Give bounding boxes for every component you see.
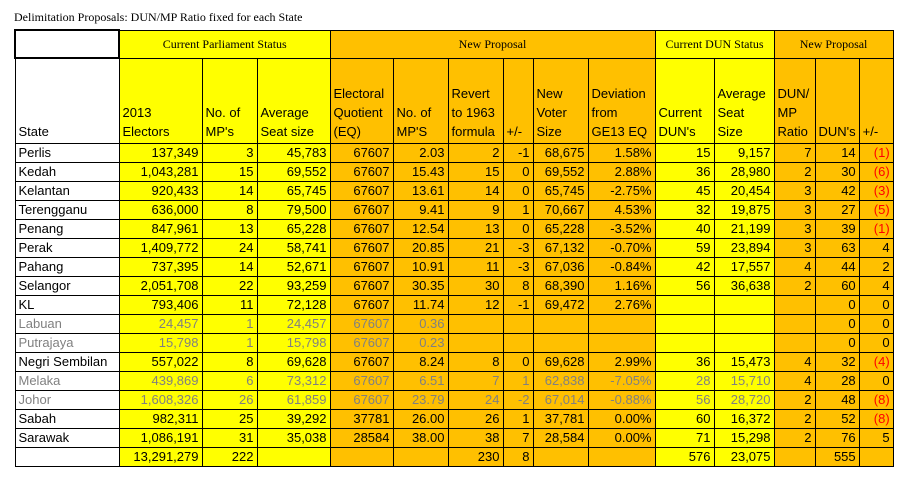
table-cell[interactable]: 32 <box>815 353 859 372</box>
table-cell[interactable]: 42 <box>655 258 714 277</box>
table-cell[interactable]: 67607 <box>330 220 393 239</box>
column-header: Current DUN's <box>655 58 714 144</box>
table-cell[interactable]: 8 <box>202 201 257 220</box>
column-header: Revert to 1963 formula <box>448 58 503 144</box>
state-name-cell[interactable]: Selangor <box>15 277 119 296</box>
table-cell[interactable]: 21,199 <box>714 220 774 239</box>
table-cell[interactable]: -2.75% <box>588 182 655 201</box>
table-cell[interactable] <box>714 296 774 315</box>
state-name-cell[interactable]: Kelantan <box>15 182 119 201</box>
table-cell[interactable]: -3 <box>503 258 533 277</box>
table-cell[interactable]: 28 <box>815 372 859 391</box>
table-cell[interactable]: 0.00% <box>588 429 655 448</box>
table-cell[interactable]: 37,781 <box>533 410 588 429</box>
table-cell[interactable]: 79,500 <box>257 201 330 220</box>
total-cell[interactable]: 555 <box>815 448 859 467</box>
table-cell[interactable]: 63 <box>815 239 859 258</box>
table-row <box>15 163 893 182</box>
table-cell[interactable]: 2 <box>859 258 893 277</box>
table-cell[interactable]: 1,409,772 <box>119 239 202 258</box>
table-cell[interactable]: 20,454 <box>714 182 774 201</box>
table-cell[interactable]: 67,014 <box>533 391 588 410</box>
state-name-cell[interactable]: Labuan <box>15 315 119 334</box>
table-cell[interactable]: 0 <box>503 182 533 201</box>
table-cell[interactable]: 26 <box>202 391 257 410</box>
table-cell[interactable]: 14 <box>202 258 257 277</box>
table-cell[interactable]: 2 <box>774 410 815 429</box>
table-cell[interactable]: 4.53% <box>588 201 655 220</box>
table-row <box>15 144 893 163</box>
table-cell[interactable]: 3 <box>202 144 257 163</box>
table-cell[interactable]: (8) <box>859 410 893 429</box>
column-header: DUN's <box>815 58 859 144</box>
total-cell[interactable] <box>15 448 119 467</box>
table-cell[interactable]: 28,584 <box>533 429 588 448</box>
table-cell[interactable]: 56 <box>655 391 714 410</box>
current-parliament-header: Current Parliament Status <box>119 30 330 58</box>
table-cell[interactable]: 28,720 <box>714 391 774 410</box>
new-proposal-dun-header: New Proposal <box>774 30 893 58</box>
table-cell[interactable]: 67607 <box>330 315 393 334</box>
table-cell[interactable]: 2,051,708 <box>119 277 202 296</box>
table-cell[interactable]: 60 <box>655 410 714 429</box>
table-cell[interactable]: 1.58% <box>588 144 655 163</box>
total-cell[interactable]: 13,291,279 <box>119 448 202 467</box>
total-cell[interactable] <box>330 448 393 467</box>
table-cell[interactable]: (6) <box>859 163 893 182</box>
table-cell[interactable]: 67607 <box>330 258 393 277</box>
column-header: State <box>15 58 119 144</box>
table-cell[interactable]: 137,349 <box>119 144 202 163</box>
table-cell[interactable]: 71 <box>655 429 714 448</box>
table-cell[interactable]: 67607 <box>330 353 393 372</box>
table-cell[interactable]: 14 <box>202 182 257 201</box>
table-cell[interactable]: 0 <box>815 296 859 315</box>
table-cell[interactable]: 62,838 <box>533 372 588 391</box>
table-cell[interactable]: 557,022 <box>119 353 202 372</box>
table-cell[interactable]: 24 <box>202 239 257 258</box>
table-cell[interactable]: (1) <box>859 220 893 239</box>
column-header: Average Seat Size <box>714 58 774 144</box>
column-header: +/- <box>859 58 893 144</box>
table-cell[interactable]: 42 <box>815 182 859 201</box>
state-name-cell[interactable]: Kedah <box>15 163 119 182</box>
table-cell[interactable]: 28584 <box>330 429 393 448</box>
table-cell[interactable]: -0.70% <box>588 239 655 258</box>
table-cell[interactable]: 67607 <box>330 163 393 182</box>
table-cell[interactable]: 59 <box>655 239 714 258</box>
table-row <box>15 296 893 315</box>
table-cell[interactable]: 2 <box>774 429 815 448</box>
table-cell[interactable]: 67607 <box>330 201 393 220</box>
column-header: No. of MP's <box>202 58 257 144</box>
table-cell[interactable]: 16,372 <box>714 410 774 429</box>
table-cell[interactable]: 70,667 <box>533 201 588 220</box>
table-cell[interactable]: 23.79 <box>393 391 448 410</box>
column-header-row <box>15 58 893 144</box>
table-cell[interactable]: -1 <box>503 296 533 315</box>
table-cell[interactable]: 4 <box>859 277 893 296</box>
table-cell[interactable]: -3.52% <box>588 220 655 239</box>
table-cell[interactable]: 9 <box>448 201 503 220</box>
table-row <box>15 391 893 410</box>
table-cell[interactable]: -0.88% <box>588 391 655 410</box>
table-cell[interactable]: 2.76% <box>588 296 655 315</box>
table-cell[interactable]: 48 <box>815 391 859 410</box>
table-cell[interactable]: 13 <box>202 220 257 239</box>
table-cell[interactable]: 439,869 <box>119 372 202 391</box>
table-cell[interactable]: 4 <box>774 353 815 372</box>
table-cell[interactable]: 11.74 <box>393 296 448 315</box>
table-cell[interactable]: 69,472 <box>533 296 588 315</box>
table-cell[interactable]: 67,036 <box>533 258 588 277</box>
total-cell[interactable] <box>393 448 448 467</box>
table-cell[interactable]: 37781 <box>330 410 393 429</box>
table-cell[interactable]: (1) <box>859 144 893 163</box>
table-cell[interactable]: 30 <box>448 277 503 296</box>
table-cell[interactable]: 6 <box>202 372 257 391</box>
table-cell[interactable]: 847,961 <box>119 220 202 239</box>
table-cell[interactable]: 1.16% <box>588 277 655 296</box>
table-cell[interactable]: 15 <box>448 163 503 182</box>
table-cell[interactable] <box>714 334 774 353</box>
state-name-cell[interactable]: Melaka <box>15 372 119 391</box>
state-name-cell[interactable]: Sabah <box>15 410 119 429</box>
table-cell[interactable]: 38.00 <box>393 429 448 448</box>
table-cell[interactable]: 67607 <box>330 334 393 353</box>
state-name-cell[interactable]: Perak <box>15 239 119 258</box>
state-name-cell[interactable]: Penang <box>15 220 119 239</box>
table-cell[interactable]: (3) <box>859 182 893 201</box>
group-header-row <box>15 30 893 58</box>
table-cell[interactable]: 0 <box>815 334 859 353</box>
table-cell[interactable]: 26 <box>448 410 503 429</box>
table-cell[interactable]: 15,473 <box>714 353 774 372</box>
table-cell[interactable]: 7 <box>448 372 503 391</box>
table-row <box>15 201 893 220</box>
table-cell[interactable]: 5 <box>859 429 893 448</box>
table-cell[interactable]: 36,638 <box>714 277 774 296</box>
table-cell[interactable]: 4 <box>774 258 815 277</box>
table-cell[interactable]: 3 <box>774 239 815 258</box>
table-cell[interactable]: 69,552 <box>257 163 330 182</box>
table-cell[interactable]: 24,457 <box>119 315 202 334</box>
table-cell[interactable] <box>774 315 815 334</box>
table-cell[interactable]: 8.24 <box>393 353 448 372</box>
state-name-cell[interactable]: Pahang <box>15 258 119 277</box>
table-cell[interactable]: 69,628 <box>257 353 330 372</box>
table-cell[interactable]: 10.91 <box>393 258 448 277</box>
total-cell[interactable] <box>774 448 815 467</box>
total-cell[interactable]: 23,075 <box>714 448 774 467</box>
table-cell[interactable] <box>448 315 503 334</box>
table-cell[interactable]: 76 <box>815 429 859 448</box>
table-row <box>15 220 893 239</box>
table-cell[interactable]: 52 <box>815 410 859 429</box>
table-cell[interactable]: (4) <box>859 353 893 372</box>
table-cell[interactable]: 15,710 <box>714 372 774 391</box>
table-cell[interactable]: 17,557 <box>714 258 774 277</box>
table-cell[interactable]: 15 <box>655 144 714 163</box>
table-cell[interactable]: 60 <box>815 277 859 296</box>
table-cell[interactable]: 0 <box>859 334 893 353</box>
table-cell[interactable]: 65,228 <box>257 220 330 239</box>
table-cell[interactable] <box>655 334 714 353</box>
table-cell[interactable]: 52,671 <box>257 258 330 277</box>
column-header: DUN/ MP Ratio <box>774 58 815 144</box>
table-row <box>15 315 893 334</box>
table-cell[interactable]: -2 <box>503 391 533 410</box>
table-cell[interactable] <box>655 296 714 315</box>
table-cell[interactable]: 1 <box>202 334 257 353</box>
column-header: No. of MP'S <box>393 58 448 144</box>
table-cell[interactable] <box>655 315 714 334</box>
table-row <box>15 334 893 353</box>
table-cell[interactable]: 1,608,326 <box>119 391 202 410</box>
table-cell[interactable]: 65,228 <box>533 220 588 239</box>
table-cell[interactable]: 4 <box>774 372 815 391</box>
table-cell[interactable]: 58,741 <box>257 239 330 258</box>
table-cell[interactable]: 39,292 <box>257 410 330 429</box>
table-cell[interactable] <box>774 296 815 315</box>
table-cell[interactable]: 2.03 <box>393 144 448 163</box>
table-cell[interactable] <box>588 334 655 353</box>
table-cell[interactable] <box>588 315 655 334</box>
table-cell[interactable]: 32 <box>655 201 714 220</box>
table-cell[interactable]: 20.85 <box>393 239 448 258</box>
table-cell[interactable]: 0 <box>503 220 533 239</box>
total-cell[interactable]: 8 <box>503 448 533 467</box>
table-cell[interactable]: 0 <box>859 296 893 315</box>
total-cell[interactable] <box>859 448 893 467</box>
table-cell[interactable]: 28 <box>655 372 714 391</box>
table-cell[interactable]: 6.51 <box>393 372 448 391</box>
table-cell[interactable]: 0 <box>503 353 533 372</box>
state-name-cell[interactable]: KL <box>15 296 119 315</box>
table-cell[interactable]: 72,128 <box>257 296 330 315</box>
table-cell[interactable]: 7 <box>774 144 815 163</box>
table-cell[interactable]: 7 <box>503 429 533 448</box>
table-cell[interactable]: 45,783 <box>257 144 330 163</box>
table-cell[interactable]: 35,038 <box>257 429 330 448</box>
table-cell[interactable]: 0 <box>503 163 533 182</box>
table-cell[interactable]: 30.35 <box>393 277 448 296</box>
table-cell[interactable]: 21 <box>448 239 503 258</box>
table-cell[interactable]: 1 <box>503 201 533 220</box>
table-cell[interactable]: 26.00 <box>393 410 448 429</box>
table-cell[interactable]: 25 <box>202 410 257 429</box>
table-cell[interactable]: 22 <box>202 277 257 296</box>
table-cell[interactable]: 1 <box>503 410 533 429</box>
table-cell[interactable]: 1,086,191 <box>119 429 202 448</box>
table-cell[interactable]: -3 <box>503 239 533 258</box>
table-cell[interactable]: 15,798 <box>257 334 330 353</box>
column-header: +/- <box>503 58 533 144</box>
total-cell[interactable] <box>533 448 588 467</box>
table-cell[interactable]: 68,675 <box>533 144 588 163</box>
table-cell[interactable]: 30 <box>815 163 859 182</box>
table-cell[interactable]: 61,859 <box>257 391 330 410</box>
column-header: Average Seat size <box>257 58 330 144</box>
total-cell[interactable]: 576 <box>655 448 714 467</box>
table-cell[interactable] <box>533 315 588 334</box>
table-cell[interactable] <box>774 334 815 353</box>
table-cell[interactable]: 2 <box>774 391 815 410</box>
table-cell[interactable]: (5) <box>859 201 893 220</box>
table-cell[interactable] <box>714 315 774 334</box>
table-cell[interactable] <box>503 334 533 353</box>
table-cell[interactable]: 2 <box>448 144 503 163</box>
table-cell[interactable]: 23,894 <box>714 239 774 258</box>
state-name-cell[interactable]: Terengganu <box>15 201 119 220</box>
table-row <box>15 258 893 277</box>
table-cell[interactable]: 67607 <box>330 391 393 410</box>
table-cell[interactable]: 0 <box>859 372 893 391</box>
table-cell[interactable]: 3 <box>774 201 815 220</box>
table-cell[interactable]: 2 <box>774 163 815 182</box>
table-cell[interactable]: 93,259 <box>257 277 330 296</box>
column-header: New Voter Size <box>533 58 588 144</box>
table-cell[interactable]: 45 <box>655 182 714 201</box>
table-cell[interactable]: 15,798 <box>119 334 202 353</box>
table-cell[interactable]: 12.54 <box>393 220 448 239</box>
selected-cell[interactable] <box>15 30 119 58</box>
table-cell[interactable]: 65,745 <box>257 182 330 201</box>
state-name-cell[interactable]: Perlis <box>15 144 119 163</box>
table-cell[interactable]: 69,628 <box>533 353 588 372</box>
table-cell[interactable]: 56 <box>655 277 714 296</box>
table-cell[interactable]: 15,298 <box>714 429 774 448</box>
table-cell[interactable]: 1 <box>202 315 257 334</box>
total-cell[interactable] <box>588 448 655 467</box>
table-cell[interactable]: (8) <box>859 391 893 410</box>
table-cell[interactable]: 27 <box>815 201 859 220</box>
table-row <box>15 239 893 258</box>
table-row <box>15 410 893 429</box>
current-dun-header: Current DUN Status <box>655 30 774 58</box>
table-cell[interactable]: 67,132 <box>533 239 588 258</box>
table-cell[interactable]: 9.41 <box>393 201 448 220</box>
table-cell[interactable]: 67607 <box>330 296 393 315</box>
table-cell[interactable]: -0.84% <box>588 258 655 277</box>
table-cell[interactable]: 2 <box>774 277 815 296</box>
table-cell[interactable]: 68,390 <box>533 277 588 296</box>
table-cell[interactable]: 14 <box>815 144 859 163</box>
table-cell[interactable]: 920,433 <box>119 182 202 201</box>
state-name-cell[interactable]: Negri Sembilan <box>15 353 119 372</box>
table-cell[interactable]: 14 <box>448 182 503 201</box>
table-cell[interactable]: 39 <box>815 220 859 239</box>
table-cell[interactable]: 0 <box>859 315 893 334</box>
total-cell[interactable]: 222 <box>202 448 257 467</box>
table-cell[interactable]: 11 <box>448 258 503 277</box>
table-cell[interactable]: 19,875 <box>714 201 774 220</box>
totals-row <box>15 448 893 467</box>
table-cell[interactable] <box>503 315 533 334</box>
column-header: 2013 Electors <box>119 58 202 144</box>
table-cell[interactable]: 31 <box>202 429 257 448</box>
table-cell[interactable]: 13.61 <box>393 182 448 201</box>
table-cell[interactable]: 28,980 <box>714 163 774 182</box>
state-name-cell[interactable]: Johor <box>15 391 119 410</box>
column-header: Electoral Quotient (EQ) <box>330 58 393 144</box>
table-cell[interactable]: 8 <box>448 353 503 372</box>
table-cell[interactable]: 982,311 <box>119 410 202 429</box>
table-cell[interactable]: -1 <box>503 144 533 163</box>
new-proposal-header: New Proposal <box>330 30 655 58</box>
table-cell[interactable]: 1 <box>503 372 533 391</box>
table-cell[interactable]: 65,745 <box>533 182 588 201</box>
table-cell[interactable]: 15.43 <box>393 163 448 182</box>
table-cell[interactable]: 15 <box>202 163 257 182</box>
table-row <box>15 277 893 296</box>
total-cell[interactable]: 230 <box>448 448 503 467</box>
delimitation-table <box>14 29 894 467</box>
table-cell[interactable]: 24,457 <box>257 315 330 334</box>
state-name-cell[interactable]: Sarawak <box>15 429 119 448</box>
table-cell[interactable]: 67607 <box>330 372 393 391</box>
sheet-title: Delimitation Proposals: DUN/MP Ratio fixed for each State <box>14 10 303 24</box>
table-cell[interactable]: 12 <box>448 296 503 315</box>
total-cell[interactable] <box>257 448 330 467</box>
table-cell[interactable]: 4 <box>859 239 893 258</box>
state-name-cell[interactable]: Putrajaya <box>15 334 119 353</box>
table-cell[interactable]: 67607 <box>330 239 393 258</box>
table-row <box>15 429 893 448</box>
table-cell[interactable]: 793,406 <box>119 296 202 315</box>
table-cell[interactable]: 69,552 <box>533 163 588 182</box>
table-cell[interactable]: 3 <box>774 220 815 239</box>
table-cell[interactable]: 2.88% <box>588 163 655 182</box>
table-cell[interactable]: 67607 <box>330 144 393 163</box>
table-cell[interactable]: 44 <box>815 258 859 277</box>
table-cell[interactable]: 0.00% <box>588 410 655 429</box>
table-cell[interactable]: 36 <box>655 163 714 182</box>
table-cell[interactable] <box>448 334 503 353</box>
table-cell[interactable]: 11 <box>202 296 257 315</box>
table-cell[interactable]: 73,312 <box>257 372 330 391</box>
table-row <box>15 372 893 391</box>
table-cell[interactable]: 1,043,281 <box>119 163 202 182</box>
table-cell[interactable]: 9,157 <box>714 144 774 163</box>
table-cell[interactable]: 8 <box>202 353 257 372</box>
table-cell[interactable]: 38 <box>448 429 503 448</box>
table-cell[interactable]: 67607 <box>330 182 393 201</box>
table-cell[interactable]: 0.36 <box>393 315 448 334</box>
table-cell[interactable]: 0.23 <box>393 334 448 353</box>
table-cell[interactable]: 737,395 <box>119 258 202 277</box>
table-cell[interactable]: 13 <box>448 220 503 239</box>
table-cell[interactable]: 40 <box>655 220 714 239</box>
table-row <box>15 182 893 201</box>
table-cell[interactable]: 36 <box>655 353 714 372</box>
table-cell[interactable]: 24 <box>448 391 503 410</box>
table-cell[interactable]: 67607 <box>330 277 393 296</box>
table-cell[interactable] <box>533 334 588 353</box>
table-cell[interactable]: 2.99% <box>588 353 655 372</box>
column-header: Deviation from GE13 EQ <box>588 58 655 144</box>
table-cell[interactable]: 636,000 <box>119 201 202 220</box>
table-cell[interactable]: 8 <box>503 277 533 296</box>
table-row <box>15 353 893 372</box>
table-cell[interactable]: 3 <box>774 182 815 201</box>
table-cell[interactable]: 0 <box>815 315 859 334</box>
table-cell[interactable]: -7.05% <box>588 372 655 391</box>
